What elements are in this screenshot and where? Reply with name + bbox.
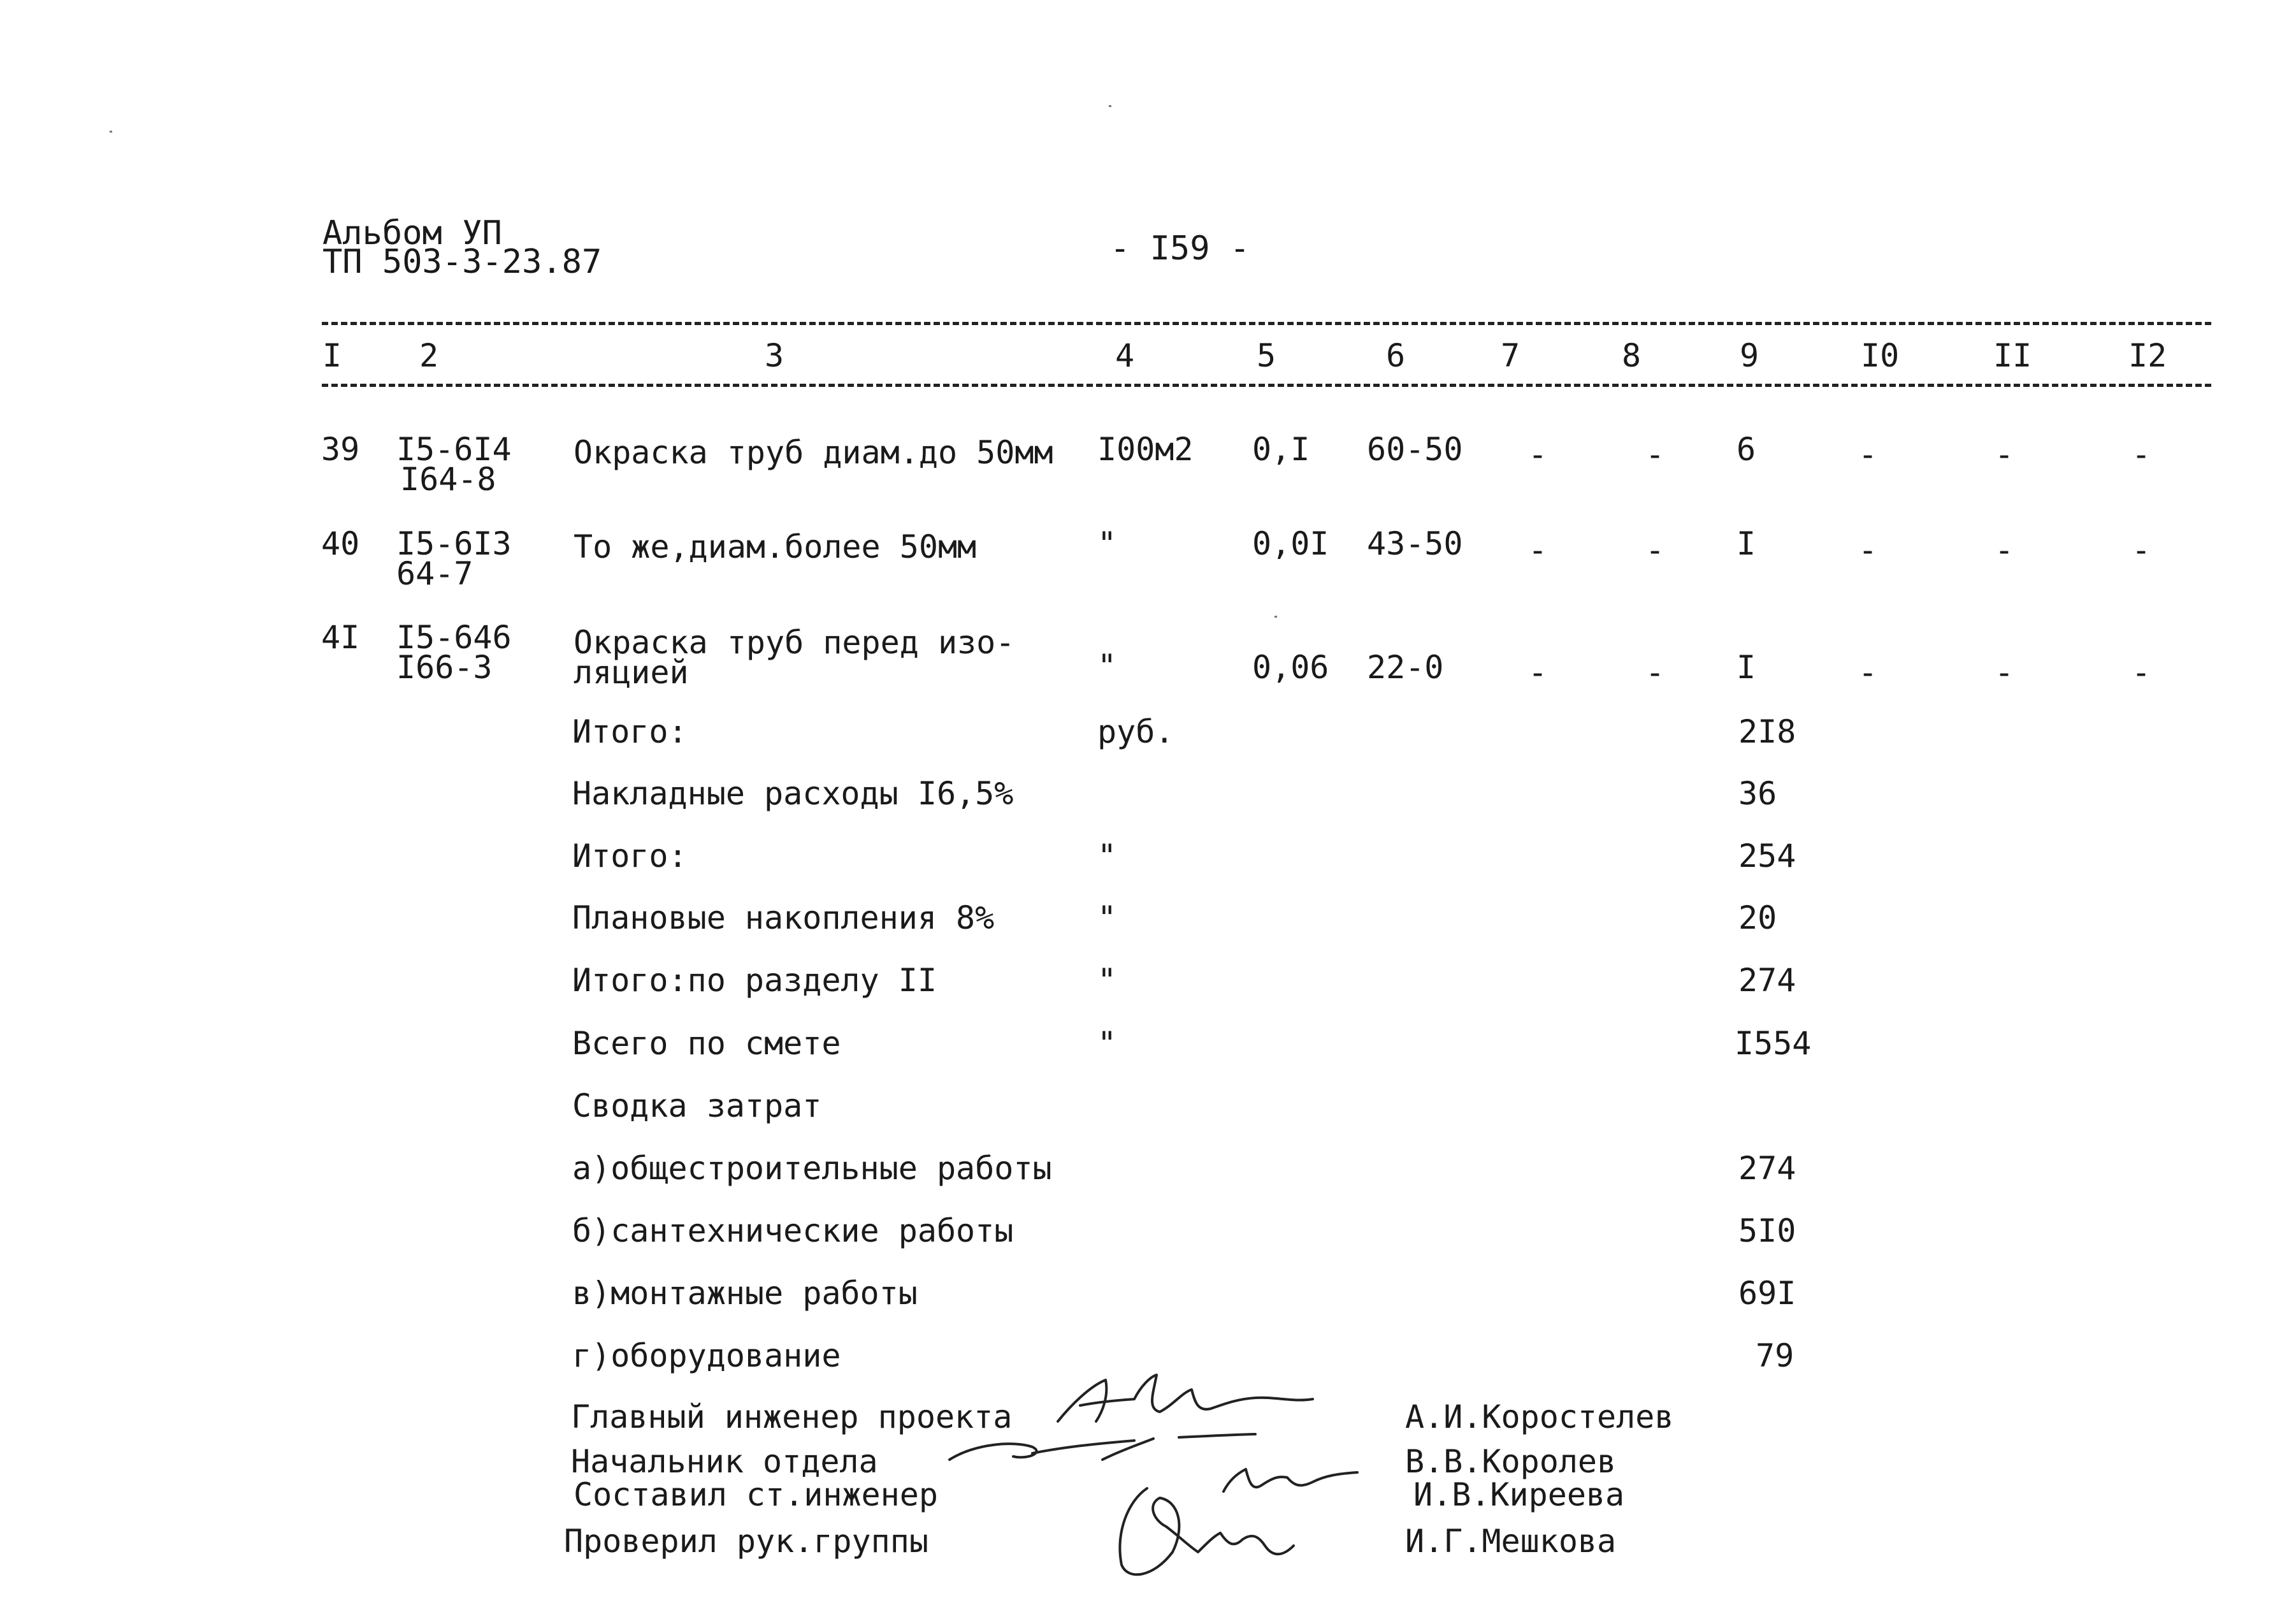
col-8-value: - [1645,654,1665,691]
row-number: 39 [321,431,360,468]
column-header-10: I0 [1861,337,1900,374]
quantity: 0,0I [1252,525,1329,562]
total-label: Итого: [572,838,688,875]
total-value: 274 [1738,962,1796,999]
work-description-cont: ляцией [574,654,689,691]
total-value: 2I8 [1738,713,1796,750]
norm-code: I5-6I4 [396,431,512,468]
norm-code-sub: 64-7 [396,555,473,592]
col-10-value: - [1858,436,1878,473]
total-label: б)сантехнические работы [572,1212,1014,1249]
norm-code-sub: I66-3 [396,649,493,686]
total-unit: " [1097,962,1117,999]
col-10-value: - [1858,654,1878,691]
total-label: Накладные расходы I6,5% [572,775,1014,812]
total-label: в)монтажные работы [572,1275,918,1312]
signer-name: И.В.Киреева [1413,1476,1625,1513]
total-value: 254 [1738,838,1796,875]
total-label: Итого: [572,713,688,750]
total-unit: " [1097,838,1117,875]
column-header-8: 8 [1622,337,1642,374]
col-9-value: I [1736,525,1756,562]
column-header-1: I [322,337,342,374]
col-12-value: - [2132,436,2151,473]
work-description: Окраска труб перед изо- [574,624,1015,661]
handwritten-signature [1102,1476,1319,1590]
album-title: Альбом УП [322,214,502,252]
scan-speck [110,131,112,133]
col-11-value: - [1995,532,2014,569]
column-header-4: 4 [1115,337,1135,374]
total-value: 20 [1738,899,1777,936]
norm-code-sub: I64-8 [400,461,496,498]
total-value: 79 [1756,1337,1794,1374]
row-number: 4I [321,619,360,656]
project-code: ТП 503-3-23.87 [322,243,602,281]
col-7-value: - [1528,436,1548,473]
signer-name: В.В.Королев [1405,1443,1617,1480]
work-description: Окраска труб диам.до 50мм [574,434,1053,471]
scan-speck [1109,105,1111,107]
total-unit: " [1097,899,1117,936]
col-9-value: I [1736,649,1756,686]
col-9-value: 6 [1736,431,1756,468]
total-unit: руб. [1097,713,1174,750]
col-11-value: - [1995,654,2014,691]
page-number: - I59 - [1110,229,1250,268]
row-number: 40 [321,525,360,562]
total-label: г)оборудование [572,1337,841,1374]
signer-role: Главный инженер проекта [571,1398,1013,1435]
column-header-2: 2 [419,337,439,374]
column-header-9: 9 [1740,337,1759,374]
total-label: а)общестроительные работы [572,1150,1052,1187]
signer-name: И.Г.Мешкова [1405,1523,1617,1560]
header-rule-bottom [322,384,2211,387]
unit-price: 60-50 [1367,431,1463,468]
signer-name: А.И.Коростелев [1405,1398,1674,1435]
col-7-value: - [1528,532,1548,569]
col-8-value: - [1645,436,1665,473]
quantity: 0,06 [1252,649,1329,686]
total-unit: " [1097,1025,1117,1062]
col-7-value: - [1528,654,1548,691]
col-12-value: - [2132,654,2151,691]
norm-code: I5-6I3 [396,525,512,562]
unit-price: 22-0 [1367,649,1444,686]
column-header-12: I2 [2128,337,2167,374]
signer-role: Составил ст.инженер [574,1476,938,1513]
total-label: Итого:по разделу II [572,962,937,999]
col-8-value: - [1645,532,1665,569]
column-header-11: II [1993,337,2032,374]
total-value: 5I0 [1738,1212,1796,1249]
column-header-7: 7 [1501,337,1520,374]
column-header-6: 6 [1386,337,1406,374]
total-value: 69I [1738,1275,1796,1312]
total-value: 274 [1738,1150,1796,1187]
total-value: I554 [1735,1025,1812,1062]
total-value: 36 [1738,775,1777,812]
unit: " [1097,648,1117,685]
unit: I00м2 [1097,431,1194,468]
scan-speck [1274,616,1277,618]
work-description: То же,диам.более 50мм [574,528,977,565]
norm-code: I5-646 [396,619,512,656]
col-12-value: - [2132,532,2151,569]
col-11-value: - [1995,436,2014,473]
column-header-5: 5 [1257,337,1276,374]
total-label: Плановые накопления 8% [572,899,995,936]
summary-heading: Сводка затрат [572,1087,822,1124]
signer-role: Начальник отдела [571,1443,878,1480]
unit: " [1097,525,1117,562]
header-rule-top [322,322,2211,325]
col-10-value: - [1858,532,1878,569]
signer-role: Проверил рук.группы [564,1523,928,1560]
quantity: 0,I [1252,431,1310,468]
column-header-3: 3 [765,337,784,374]
total-label: Всего по смете [572,1025,841,1062]
unit-price: 43-50 [1367,525,1463,562]
